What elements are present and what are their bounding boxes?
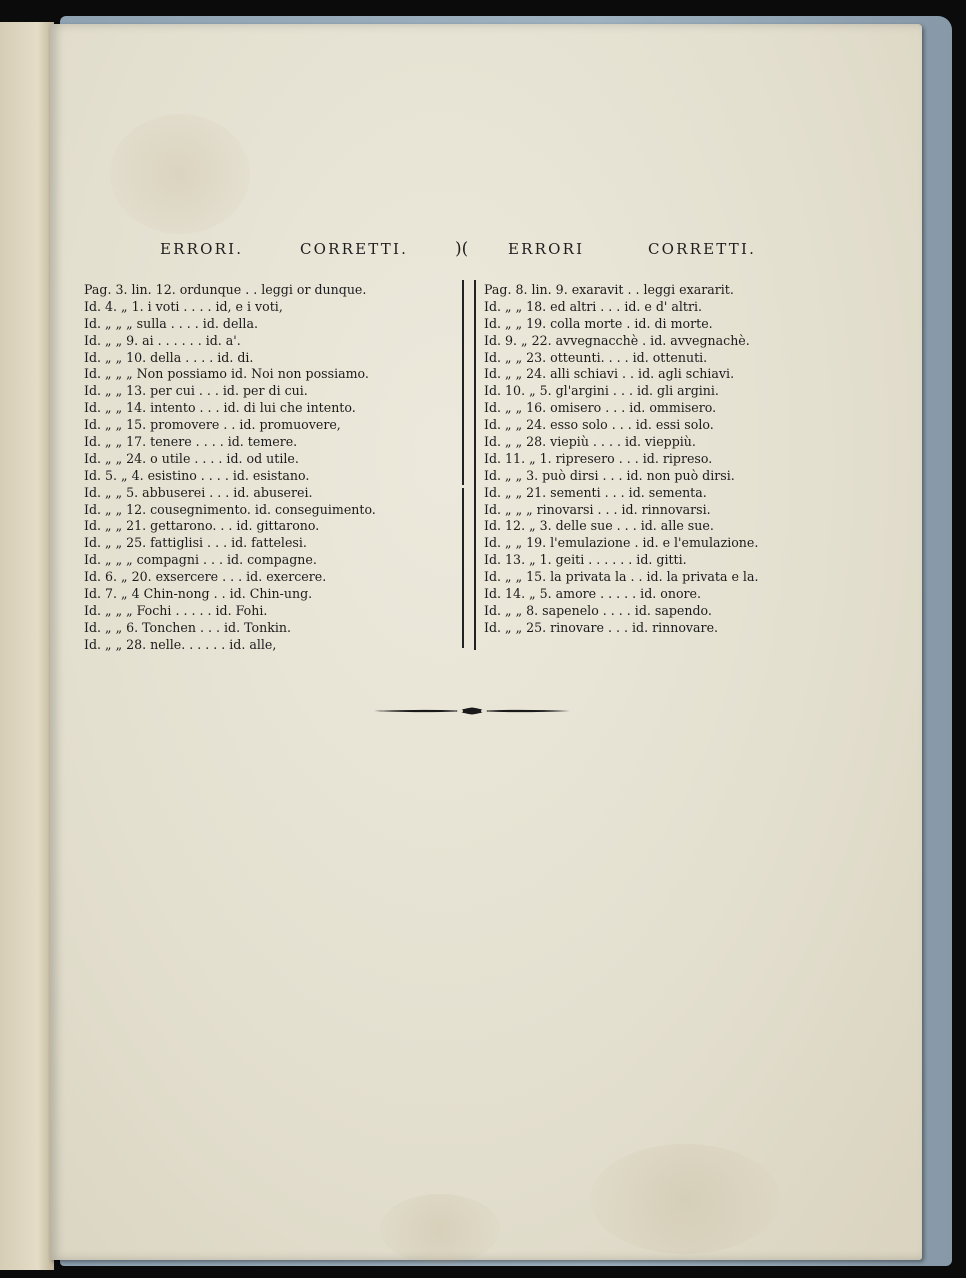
- errata-row: Id. „ „ 16. omisero . . . id. ommisero.: [484, 400, 717, 416]
- errata-row: Id. 14. „ 5. amore . . . . . id. onore.: [484, 586, 702, 602]
- errata-row: Id. 7. „ 4 Chin-nong . . id. Chin-ung.: [84, 586, 313, 602]
- errata-row: Pag. 3. lin. 12. ordunque . . leggi or dunque.: [84, 282, 367, 297]
- errata-row: Id. „ „ 10. della . . . . id. di.: [84, 349, 254, 365]
- errata-row: Id. „ „ 18. ed altri . . . id. e d' altri.: [484, 298, 703, 314]
- column-rule-lower: [462, 488, 464, 648]
- errata-row: Id. „ „ 28. viepiù . . . . id. vieppiù.: [484, 434, 696, 450]
- errata-row: Id. „ „ „ Non possiamo id. Noi non possiamo.: [84, 366, 369, 382]
- errata-row: Id. „ „ 8. sapenelo . . . . id. sapendo.: [484, 602, 712, 618]
- errata-row: Id. 12. „ 3. delle sue . . . id. alle sue.: [484, 518, 714, 534]
- errata-row: Id. „ „ 12. cousegnimento. id. conseguimento.: [84, 501, 376, 517]
- errata-row: Pag. 8. lin. 9. exaravit . . leggi exararit.: [484, 282, 734, 297]
- right-header-errori: ERRORI: [508, 240, 585, 258]
- errata-row: Id. „ „ 17. tenere . . . . id. temere.: [84, 434, 298, 450]
- errata-row: Id. „ „ 6. Tonchen . . . id. Tonkin.: [84, 619, 291, 635]
- header-separator: )(: [455, 239, 469, 259]
- errata-row: Id. 10. „ 5. gl'argini . . . id. gli argini.: [484, 383, 719, 399]
- ornamental-rule: [372, 703, 572, 719]
- errata-row: Id. „ „ 25. rinovare . . . id. rinnovare.: [484, 619, 719, 635]
- errata-row: Id. „ „ 3. può dirsi . . . id. non può dirsi.: [484, 467, 735, 483]
- errata-row: Id. „ „ 14. intento . . . id. di lui che intento.: [84, 400, 356, 416]
- errata-row: Id. „ „ 21. gettarono. . . id. gittarono.: [84, 518, 320, 534]
- column-rule-upper: [462, 280, 464, 485]
- errata-row: Id. „ „ „ sulla . . . . id. della.: [84, 315, 258, 331]
- errata-row: Id. „ „ 28. nelle. . . . . . id. alle,: [84, 636, 277, 652]
- facing-page-edge: [0, 22, 54, 1270]
- errata-row: Id. „ „ „ compagni . . . id. compagne.: [84, 552, 317, 568]
- errata-row: Id. „ „ 5. abbuserei . . . id. abuserei.: [84, 484, 313, 500]
- errata-row: Id. 9. „ 22. avvegnacchè . id. avvegnachè.: [484, 332, 750, 348]
- errata-row: Id. „ „ 15. promovere . . id. promuovere,: [84, 417, 341, 433]
- left-header-corretti: CORRETTI.: [300, 240, 409, 258]
- errata-row: Id. „ „ „ rinovarsi . . . id. rinnovarsi.: [484, 501, 711, 517]
- errata-row: Id. „ „ 19. colla morte . id. di morte.: [484, 315, 713, 331]
- errata-row: Id. 11. „ 1. ripresero . . . id. ripreso.: [484, 450, 713, 466]
- errata-row: Id. „ „ 15. la privata la . . id. la privata e la.: [484, 569, 759, 585]
- errata-list-right: [484, 282, 844, 637]
- errata-row: Id. 4. „ 1. i voti . . . . id, e i voti,: [84, 298, 283, 314]
- errata-row: Id. „ „ 24. alli schiavi . . id. agli schiavi.: [484, 366, 735, 382]
- right-header-corretti: CORRETTI.: [648, 240, 757, 258]
- left-header-errori: ERRORI.: [160, 240, 244, 258]
- column-rule-main: [474, 280, 476, 650]
- errata-row: Id. „ „ „ Fochi . . . . . id. Fohi.: [84, 602, 268, 618]
- errata-row: Id. 5. „ 4. esistino . . . . id. esistano.: [84, 467, 310, 483]
- errata-row: Id. „ „ 23. otteunti. . . . id. ottenuti.: [484, 349, 708, 365]
- errata-list-left: [84, 282, 454, 654]
- errata-row: Id. „ „ 9. ai . . . . . . id. a'.: [84, 332, 241, 348]
- errata-row: Id. „ „ 25. fattiglisi . . . id. fattelesi.: [84, 535, 307, 551]
- errata-row: Id. 13. „ 1. geiti . . . . . . id. gitti.: [484, 552, 687, 568]
- errata-row: Id. „ „ 24. o utile . . . . id. od utile.: [84, 450, 299, 466]
- errata-row: Id. 6. „ 20. exsercere . . . id. exercere.: [84, 569, 327, 585]
- errata-row: Id. „ „ 13. per cui . . . id. per di cui.: [84, 383, 308, 399]
- errata-row: Id. „ „ 24. esso solo . . . id. essi solo.: [484, 417, 714, 433]
- errata-row: Id. „ „ 19. l'emulazione . id. e l'emulazione.: [484, 535, 759, 551]
- errata-row: Id. „ „ 21. sementi . . . id. sementa.: [484, 484, 707, 500]
